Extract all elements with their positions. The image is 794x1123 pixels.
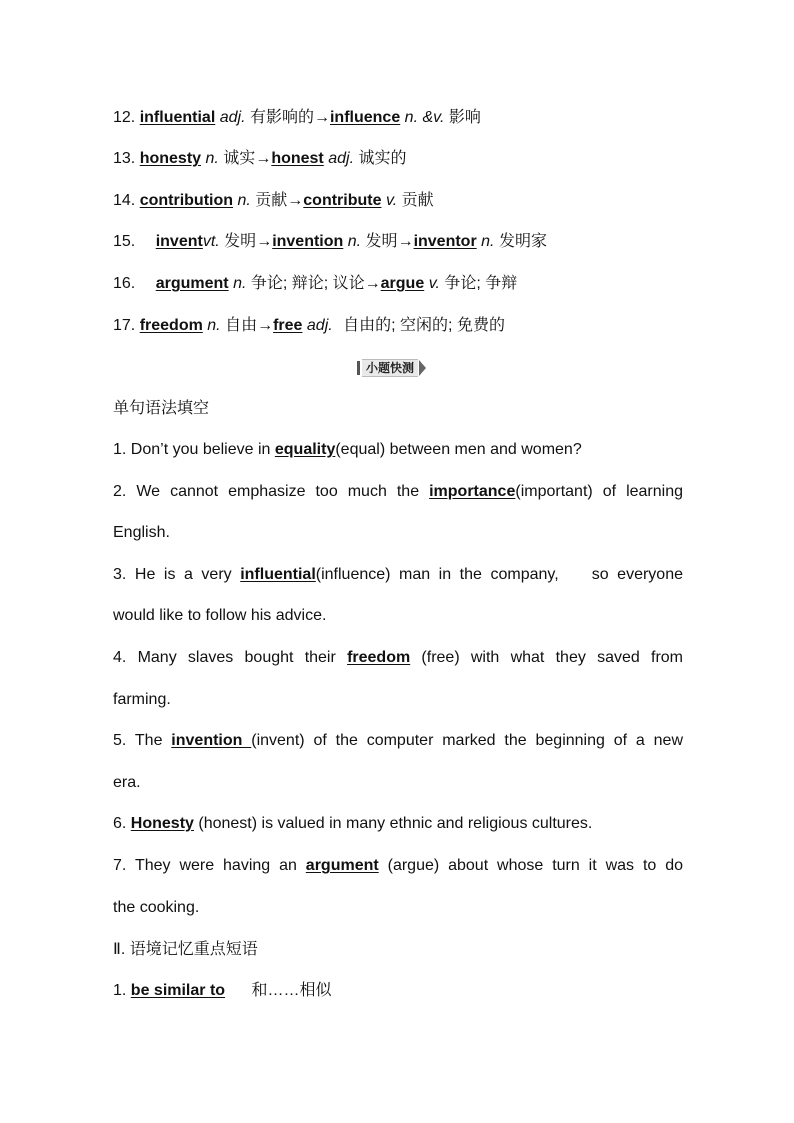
exercise-7: 7. They were having an argument (argue) about whose turn it was to do	[113, 857, 683, 874]
exercise-4-cont: farming.	[113, 691, 171, 708]
vocab-line-12: 12. influential adj. 有影响的→influence n. &v. 影响	[113, 109, 481, 126]
exercise-2: 2. We cannot emphasize too much the importance(important) of learning	[113, 483, 683, 500]
vocab-line-14: 14. contribution n. 贡献→contribute v. 贡献	[113, 192, 434, 209]
phrase-1: 1. be similar to 和……相似	[113, 982, 332, 999]
answer-word: free	[273, 317, 303, 334]
exercise-5: 5. The invention (invent) of the computer marked the beginning of a new	[113, 732, 683, 749]
arrow-right-icon	[419, 360, 426, 376]
exercise-3-cont: would like to follow his advice.	[113, 607, 327, 624]
exercise-2-cont: English.	[113, 524, 170, 541]
exercise-title: 单句语法填空	[113, 400, 210, 417]
answer-word: honest	[271, 150, 324, 167]
answer-word: invent	[155, 233, 203, 250]
section-2-title: Ⅱ. 语境记忆重点短语	[113, 941, 258, 958]
exercise-5-cont: era.	[113, 774, 141, 791]
exercise-6: 6. Honesty (honest) is valued in many ethnic and religious cultures.	[113, 815, 593, 832]
exercise-1: 1. Don’t you believe in equality(equal) between men and women?	[113, 441, 582, 458]
answer-word: influential	[240, 566, 316, 583]
answer-word: contribution	[139, 192, 234, 209]
answer-word: influence	[329, 109, 401, 126]
answer-word: equality	[274, 441, 336, 458]
answer-word: inventor	[413, 233, 477, 250]
section-badge-quick-test: 小题快测	[357, 359, 426, 377]
answer-word: invention	[272, 233, 344, 250]
exercise-3: 3. He is a very influential(influence) man in the company, so everyone	[113, 566, 683, 583]
answer-word: argument	[155, 275, 229, 292]
answer-phrase: be similar to	[130, 982, 226, 999]
exercise-4: 4. Many slaves bought their freedom (free) with what they saved from	[113, 649, 684, 666]
answer-word: influential	[139, 109, 216, 126]
exercise-7-cont: the cooking.	[113, 899, 200, 916]
answer-word: invention	[171, 732, 252, 749]
answer-word: freedom	[139, 317, 203, 334]
answer-word: contribute	[303, 192, 382, 209]
answer-word: importance	[429, 483, 516, 500]
vocab-line-17: 17. freedom n. 自由→free adj. 自由的; 空闲的; 免费的	[113, 317, 505, 334]
answer-word: freedom	[347, 649, 411, 666]
vocab-line-13: 13. honesty n. 诚实→honest adj. 诚实的	[113, 150, 407, 167]
answer-word: argument	[305, 857, 379, 874]
answer-word: honesty	[139, 150, 202, 167]
answer-word: Honesty	[130, 815, 194, 832]
vocab-line-16: 16. argument n. 争论; 辩论; 议论→argue v. 争论; 争辩	[113, 275, 518, 292]
answer-word: argue	[380, 275, 425, 292]
vocab-line-15: 15. inventvt. 发明→invention n. 发明→inventor n. 发明家	[113, 233, 547, 250]
